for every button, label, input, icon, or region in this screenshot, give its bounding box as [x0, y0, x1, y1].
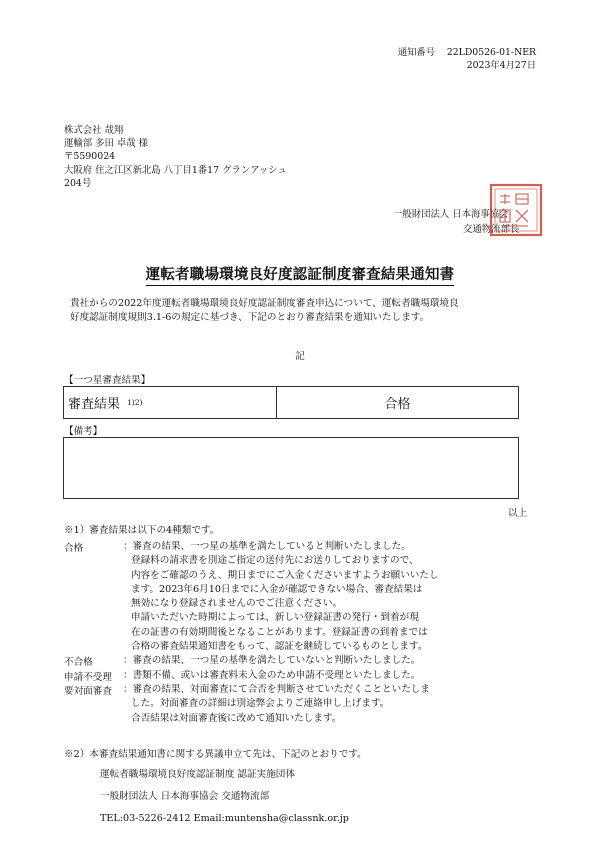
result-type-item — [64, 540, 524, 654]
result-type-line: 無効になり登録されませんのでご注意ください。 — [131, 598, 343, 610]
recipient-company: 株式会社 哉翔 — [64, 125, 124, 136]
contact-line-1: 運転者職場環境良好度認証制度 認証実施団体 — [100, 769, 295, 780]
result-type-line: ：審査の結果、一つ星の基準を満たしていないと判断いたしました。 — [123, 655, 421, 667]
recipient-address-line1: 大阪府 住之江区新北島 八丁目1番17 グランアッシュ — [64, 164, 287, 176]
result-type-line: ：審査の結果、対面審査にて合否を判断させていただくことといたしま — [123, 683, 430, 695]
result-type-label: 要対面審査 — [64, 685, 112, 697]
result-value-cell — [277, 387, 518, 418]
result-type-item — [64, 654, 524, 668]
result-type-line: 在の証書の有効期間後となることがあります。登録証書の到着までは — [131, 626, 428, 638]
note-1: ※1）審査結果は以下の4種類です。 — [64, 525, 220, 536]
recipient-address-line2: 204号 — [64, 177, 92, 189]
issue-date: 2023年4月27日 — [466, 60, 536, 71]
result-type-description — [123, 669, 524, 683]
result-type-item — [64, 669, 524, 683]
result-type-line: ます。2023年6月10日までに入金が確認できない場合、審査結果は — [131, 583, 423, 595]
result-type-item — [64, 683, 524, 726]
result-row-label-cell — [64, 387, 277, 418]
result-type-description — [123, 683, 524, 726]
issuer-dept: 交通物流部長 — [463, 223, 520, 235]
intro-paragraph — [70, 297, 459, 325]
contact-block — [100, 764, 349, 830]
remarks-box — [63, 437, 519, 499]
result-type-description — [123, 540, 524, 654]
intro-line-1: 貴社からの2022年度運転者職場環境良好度認証制度審査申込について、運転者職場環境良 — [70, 298, 459, 309]
notice-label: 通知番号 — [397, 47, 436, 58]
notice-number: 22LD0526-01-NER — [446, 47, 536, 58]
result-type-line: 内容をご確認のうえ、期日までにご入金くださいますようお願いいたし — [131, 569, 439, 581]
result-type-line: 登録料の請求書を別途ご指定の送付先にお送りしておりますので、 — [131, 555, 419, 567]
recipient-person: 運輸部 多田 卓哉 様 — [64, 138, 148, 150]
result-type-label: 申請不受理 — [64, 671, 112, 683]
contact-line-2: 一般財団法人 日本海事協会 交通物流部 — [100, 791, 270, 802]
intro-line-2: 好度認証制度規則3.1-6の規定に基づき、下記のとおり審査結果を通知いたします。 — [70, 312, 430, 323]
official-seal-icon — [486, 180, 546, 240]
result-type-label: 合格 — [64, 543, 84, 554]
result-type-label: 不合格 — [64, 657, 93, 669]
ki-marker: 記 — [295, 351, 305, 362]
issuer-org: 一般財団法人 日本海事協会 — [393, 209, 509, 220]
contact-line-3: TEL:03-5226-2412 Email:muntensha@classnk.or.jp — [100, 813, 349, 824]
result-section-label: 【一つ星審査結果】 — [64, 375, 151, 386]
result-table — [63, 386, 519, 419]
recipient-block — [64, 124, 287, 190]
note-2: ※2）本審査結果通知書に関する異議申立て先は、下記のとおりです。 — [64, 749, 367, 760]
result-type-line: ：書類不備、或いは審査料未入金のため申請不受理といたしました。 — [123, 669, 421, 681]
remarks-section-label: 【備考】 — [64, 426, 103, 437]
result-type-line: 合格の審査結果通知書をもって、認証を継続しているものとします。 — [131, 641, 428, 653]
result-types-list — [64, 540, 524, 726]
result-type-line: 合否結果は対面審査後に改めて通知いたします。 — [131, 712, 342, 724]
result-type-line: ：審査の結果、一つ星の基準を満たしていると判断いたしました。 — [123, 541, 411, 552]
result-type-description — [123, 654, 524, 668]
document-title: 運転者職場環境良好度認証制度審査結果通知書 — [0, 263, 600, 284]
closing-ijo: 以上 — [508, 508, 528, 519]
result-value: 合格 — [384, 397, 411, 412]
notice-header — [398, 46, 536, 72]
recipient-postal: 〒5590024 — [64, 151, 116, 163]
result-type-line: 申請いただいた時期によっては、新しい登録証書の発行・到着が現 — [131, 612, 419, 624]
result-type-line: した。対面審査の詳細は別途弊会よりご連絡申し上げます。 — [131, 698, 390, 710]
result-row-note: 1)2) — [127, 398, 143, 407]
result-row-label: 審査結果 — [68, 397, 121, 412]
